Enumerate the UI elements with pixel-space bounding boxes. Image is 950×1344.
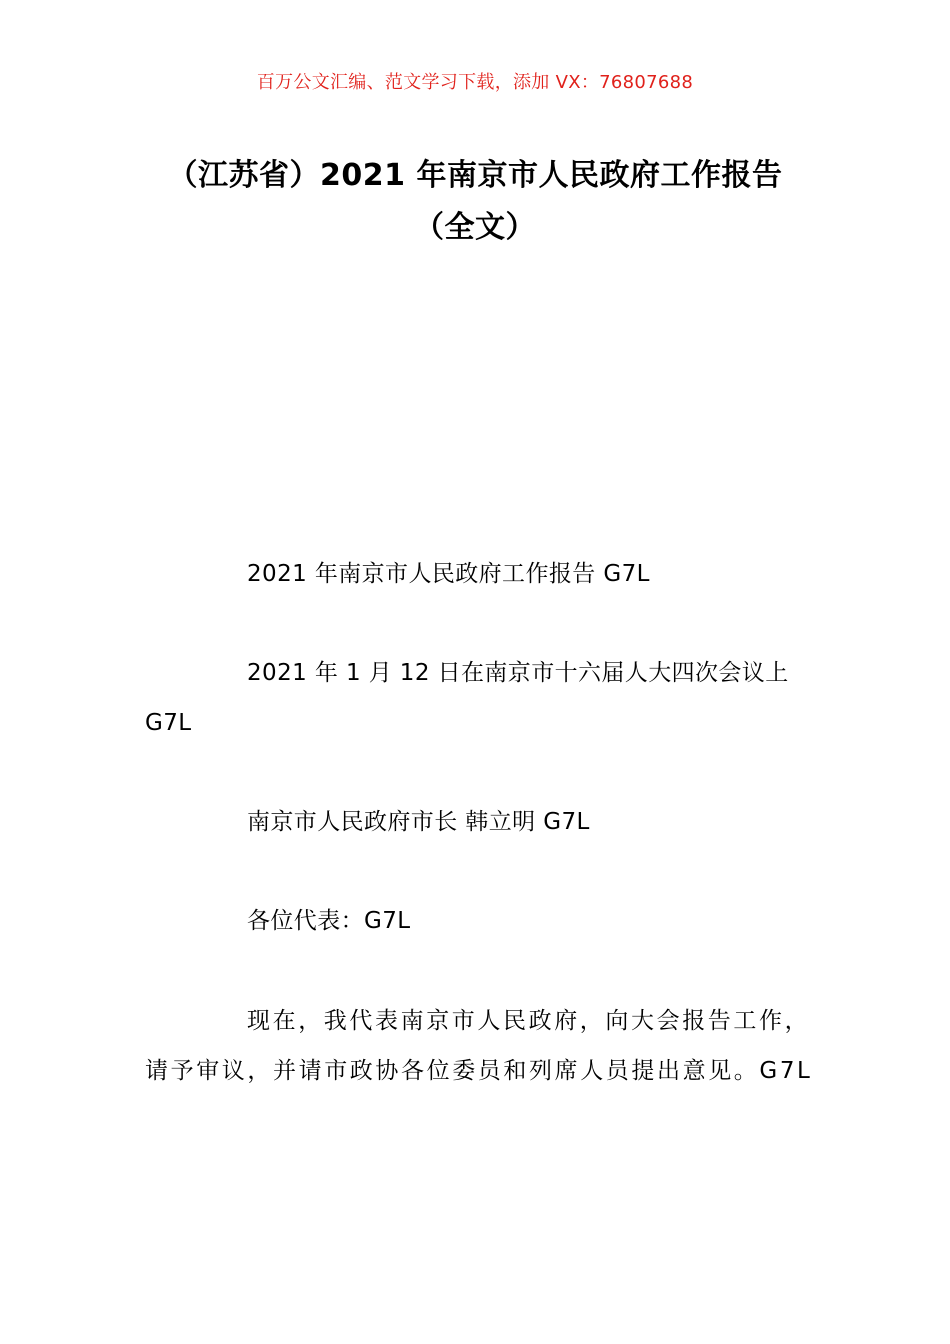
report-heading-paragraph: 2021 年南京市人民政府工作报告 G7L xyxy=(247,561,650,587)
salutation-paragraph: 各位代表：G7L xyxy=(247,908,411,934)
promo-header-note: 百万公文汇编、范文学习下载，添加 VX：76807688 xyxy=(256,72,694,93)
opening-body-paragraph: 现在，我代表南京市人民政府，向大会报告工作，请予审议，并请市政协各位委员和列席人员提出意见。G7L xyxy=(145,1008,813,1084)
document-title: （江苏省）2021 年南京市人民政府工作报告（全文） xyxy=(167,158,783,245)
mayor-name-paragraph: 南京市人民政府市长 韩立明 G7L xyxy=(247,809,590,835)
meeting-date-paragraph: 2021 年 1 月 12 日在南京市十六届人大四次会议上 G7L xyxy=(145,660,789,736)
